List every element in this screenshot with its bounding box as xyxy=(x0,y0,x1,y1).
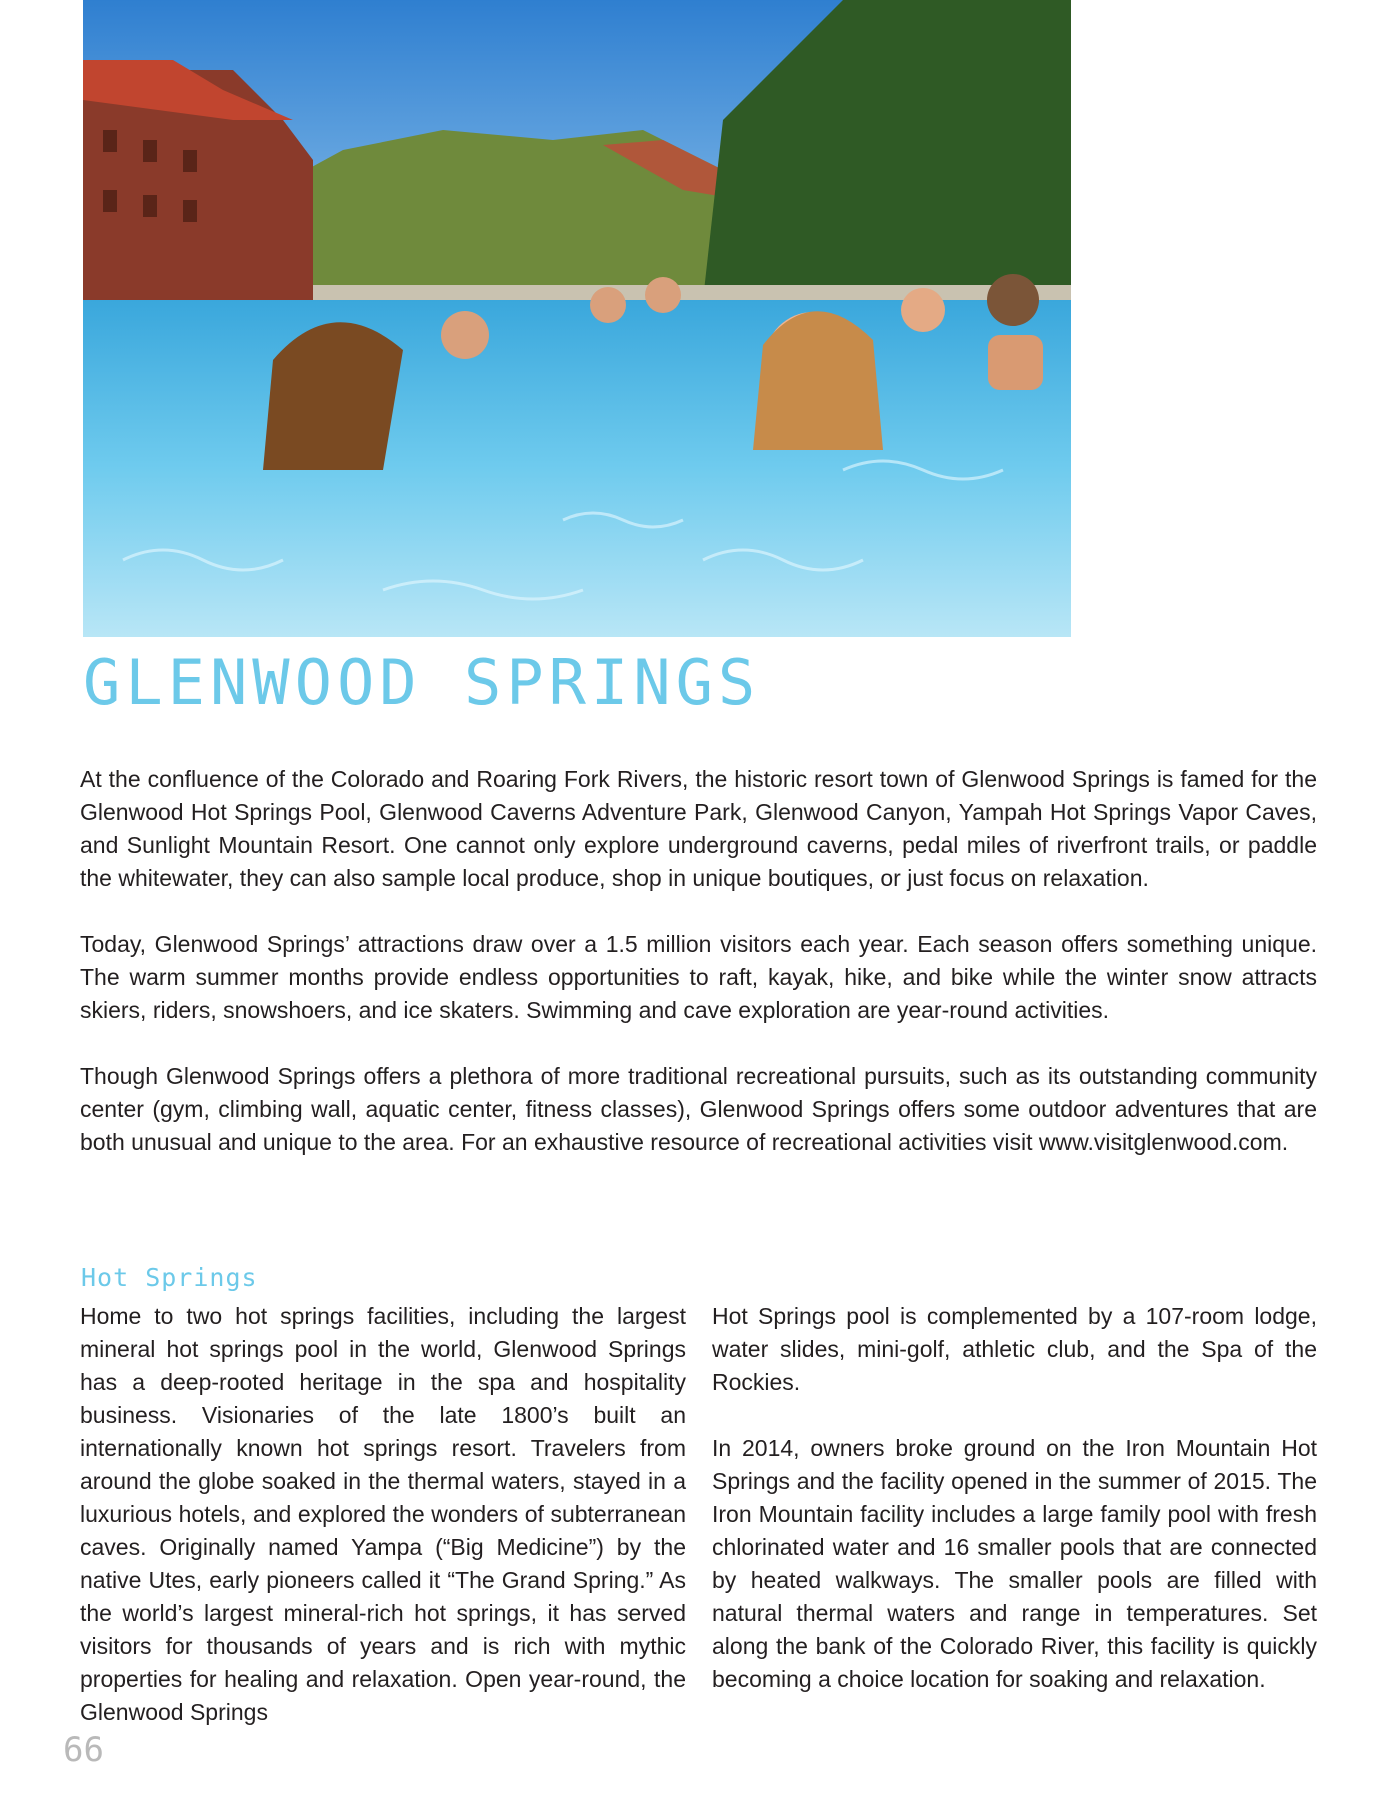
intro-paragraph: At the confluence of the Colorado and Roaring Fork Rivers, the historic resort town of Glenwood Springs is famed for the Glenwood Hot Springs Pool, Glenwood Caverns Adventure Park, Glenwood Canyon, Yampah Hot Springs Vapor Caves, and Sunlight Mountain Resort. One cannot only explore underground caverns, pedal miles of riverfront trails, or paddle the whitewater, they can also sample local produce, shop in unique boutiques, or just focus on relaxation. xyxy=(80,766,1317,891)
pool-photo xyxy=(83,0,1071,637)
page-number: 66 xyxy=(63,1730,104,1770)
body-paragraph: Hot Springs pool is complemented by a 107-room lodge, water slides, mini-golf, athletic club, and the Spa of the Rockies. xyxy=(712,1303,1317,1395)
left-column xyxy=(80,1300,686,1762)
intro-paragraph: Today, Glenwood Springs’ attractions draw over a 1.5 million visitors each year. Each season offers something unique. The warm summer months provide endless opportunities to raft, kayak, hike, and bike while the winter snow attracts skiers, riders, snowshoers, and ice skaters. Swimming and cave exploration are year-round activities. xyxy=(80,931,1317,1023)
page-title: GLENWOOD SPRINGS xyxy=(83,646,761,719)
body-paragraph: In 2014, owners broke ground on the Iron Mountain Hot Springs and the facility opened in the summer of 2015. The Iron Mountain facility includes a large family pool with fresh chlorinated water and 16 smaller pools that are connected by heated walkways. The smaller pools are filled with natural thermal waters and range in temperatures. Set along the bank of the Colorado River, this facility is quickly becoming a choice location for soaking and relaxation. xyxy=(712,1435,1317,1692)
pool-photo-illustration xyxy=(83,0,1071,637)
pool-edge xyxy=(313,285,1071,301)
section-heading: Hot Springs xyxy=(81,1263,258,1292)
intro-text xyxy=(80,763,1317,1192)
right-column xyxy=(712,1300,1317,1729)
body-paragraph: Home to two hot springs facilities, including the largest mineral hot springs pool in the world, Glenwood Springs has a deep-rooted heritage in the spa and hospitality business. Visionaries of the late 1800’s built an internationally known hot springs resort. Travelers from around the globe soaked in the thermal waters, stayed in a luxurious hotels, and explored the wonders of subterranean caves. Originally named Yampa (“Big Medicine”) by the native Utes, early pioneers called it “The Grand Spring.” As the world’s largest mineral-rich hot springs, it has served visitors for thousands of years and is rich with mythic properties for healing and relaxation. Open year-round, the Glenwood Springs xyxy=(80,1303,686,1725)
intro-paragraph: Though Glenwood Springs offers a plethora of more traditional recreational pursuits, such as its outstanding community center (gym, climbing wall, aquatic center, fitness classes), Glenwood Springs offers some outdoor adventures that are both unusual and unique to the area. For an exhaustive resource of recreational activities visit www.visitglenwood.com. xyxy=(80,1063,1317,1155)
